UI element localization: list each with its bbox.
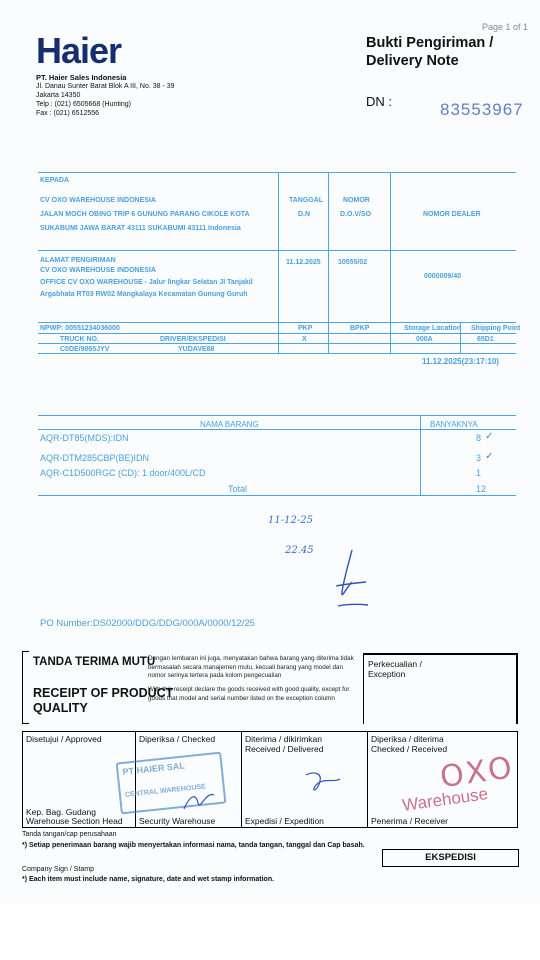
storage-location-label: Storage Location (404, 325, 462, 332)
npwp: NPWP: 00551234036000 (40, 325, 120, 332)
document-title-line-2: Delivery Note (366, 53, 459, 69)
date-value: 11.12.2025 (286, 259, 321, 266)
company-sign-note-id: Tanda tangan/cap perusahaan (22, 831, 117, 838)
total-label: Total (228, 484, 248, 494)
grid-line (278, 172, 279, 353)
bracket-left (22, 651, 23, 724)
approved-foot (26, 808, 123, 826)
alamat-label: ALAMAT PENGIRIMAN (40, 257, 116, 264)
print-timestamp: 11.12.2025(23:17:10) (422, 357, 499, 366)
truck-no-value: C0DE/9065JYV (60, 346, 110, 353)
approved-label: Disetujui / Approved (26, 734, 102, 744)
grid-line (38, 495, 516, 496)
order-value: 10555/02 (338, 259, 368, 266)
nomor-label: NOMOR (343, 197, 370, 204)
receiver-label-en: Checked / Received (371, 744, 448, 754)
receipt-description-en: With this receipt declare the goods received with good quality, except for goods that model and serial number listed on the exception column (148, 686, 350, 702)
receipt-title-id: TANDA TERIMA MUTU (33, 656, 156, 668)
grid-line (390, 172, 391, 353)
handwritten-time: 22.45 (285, 545, 314, 556)
ship-to-address-2: Argabhata RT03 RW02 Mangkalaya Kecamatan Gunung Guruh (40, 291, 248, 298)
page-number: Page 1 of 1 (482, 22, 529, 32)
bracket-left-top (22, 651, 29, 652)
col-banyaknya: BANYAKNYA (430, 420, 478, 429)
nomor-sub: D.O.V/SO (340, 211, 372, 218)
dn-label: DN : (366, 94, 392, 109)
delivered-label-en: Received / Delivered (245, 744, 324, 754)
approved-foot-line-1: Kep. Bag. Gudang (26, 807, 96, 817)
receipt-description-id: Dengan lembaran ini juga, menyatakan bahwa barang yang diterima tidak bermasalah secara manajemen mutu, kecuali barang yang model dan nomor serinya tertera pada kolom pengecualian (148, 655, 354, 679)
company-sign-note-en: Company Sign / Stamp (22, 866, 94, 873)
rule-note-en: *) Each item must include name, signature, date and wet stamp information. (22, 876, 275, 883)
checked-label: Diperiksa / Checked (139, 734, 216, 744)
grid-line (38, 172, 516, 173)
nomor-dealer-label: NOMOR DEALER (423, 211, 481, 218)
receipt-title-en-1: RECEIPT OF PRODUCT (33, 686, 174, 700)
bracket-left-bottom (22, 723, 29, 724)
warehouse-stamp-line-1: PT HAIER SAL (122, 760, 186, 777)
document-title-line-1: Bukti Pengiriman / (366, 35, 494, 51)
pkp-label: PKP (298, 325, 313, 332)
tanggal-sub: D.N (298, 211, 311, 218)
receiver-foot: Penerima / Receiver (371, 816, 449, 826)
storage-value: 000A (416, 336, 433, 343)
check-mark-icon: ✓ (485, 451, 494, 462)
security-signature (180, 785, 220, 815)
kepada-label: KEPADA (40, 177, 70, 184)
tanggal-label: TANGGAL (289, 197, 324, 204)
grid-line (38, 429, 516, 430)
shipping-point-label: Shipping Point (471, 325, 521, 332)
grid-line (38, 415, 516, 416)
grid-line (38, 333, 516, 334)
grid-line (38, 322, 516, 323)
rule-note-id: *) Setiap penerimaan barang wajib menyertakan informasi nama, tanda tangan, tanggal dan Cap basah. (22, 842, 365, 849)
checked-foot: Security Warehouse (139, 816, 216, 826)
dealer-value: 0000009/40 (424, 273, 461, 280)
grid-line (38, 250, 516, 251)
grid-line (420, 415, 421, 495)
shipping-value: 65D1 (477, 336, 494, 343)
dn-number: 83553967 (440, 100, 524, 119)
grid-line (38, 353, 516, 354)
po-number: PO Number:DS02000/DDG/DDG/000A/0000/12/25 (40, 618, 255, 629)
customer-address-1: JALAN MOCH OBING TRIP 6 GUNUNG PARANG CIKOLE KOTA (40, 211, 250, 218)
oxo-stamp: OXO (437, 749, 519, 796)
check-mark-icon: ✓ (485, 431, 494, 442)
company-fax: Fax : (021) 6512556 (36, 110, 100, 117)
signature-scribble (328, 548, 378, 610)
customer-name: CV OXO WAREHOUSE INDONESIA (40, 197, 156, 204)
company-name: PT. Haier Sales Indonesia (36, 73, 127, 82)
item-name-2: AQR-DTM285CBP(BE)IDN (40, 453, 150, 463)
ship-to-address-1: OFFICE CV OXO WAREHOUSE - Jalur lingkar Selatan Jl Tanjakil (40, 279, 253, 286)
driver-label: DRIVER/EKSPEDISI (160, 336, 226, 343)
handwritten-date: 11-12-25 (268, 515, 313, 526)
warehouse-stamp-line-2: CENTRAL WAREHOUSE (124, 783, 207, 799)
approved-foot-line-2: Warehouse Section Head (26, 816, 123, 826)
company-phone: Telp : (021) 6505668 (Hunting) (36, 101, 131, 108)
delivered-label-id: Diterima / dikirimkan (245, 734, 322, 744)
delivered-foot: Expedisi / Expedition (245, 816, 324, 826)
item-qty-2: 3 (476, 453, 482, 463)
truck-no-label: TRUCK NO. (60, 336, 99, 343)
pkp-value: X (302, 336, 307, 343)
item-name-3: AQR-C1D500RGC (CD): 1 door/400L/CD (40, 468, 206, 478)
oxo-stamp-subtitle: Warehouse (401, 784, 490, 815)
item-name-1: AQR-DT85(MDS):IDN (40, 433, 129, 443)
bpkp-label: BPKP (350, 325, 370, 332)
ship-to-name: CV OXO WAREHOUSE INDONESIA (40, 267, 156, 274)
receiver-label-id: Diperiksa / diterima (371, 734, 444, 744)
copy-label-box: EKSPEDISI (382, 849, 519, 867)
haier-logo: Haier (36, 30, 122, 71)
company-address-1: Jl. Danau Sunter Barat Blok A III, No. 38 - 39 (36, 83, 175, 90)
item-qty-3: 1 (476, 468, 482, 478)
grid-line (38, 343, 516, 344)
expedition-signature (300, 765, 360, 805)
item-qty-1: 8 (476, 433, 482, 443)
delivered-label (242, 732, 367, 756)
exception-box (363, 653, 518, 724)
customer-address-2: SUKABUMI JAWA BARAT 43111 SUKABUMI 43111 Indonesia (40, 225, 241, 232)
grid-line (328, 172, 329, 353)
col-nama-barang: NAMA BARANG (200, 420, 259, 429)
driver-value: YUDAVE88 (178, 346, 215, 353)
total-value: 12 (476, 484, 487, 494)
company-address-2: Jakarta 14350 (36, 92, 81, 99)
document-title (366, 34, 493, 70)
receipt-title-en-2: QUALITY (33, 701, 88, 715)
exception-label: Perkecualian / Exception (368, 659, 422, 679)
